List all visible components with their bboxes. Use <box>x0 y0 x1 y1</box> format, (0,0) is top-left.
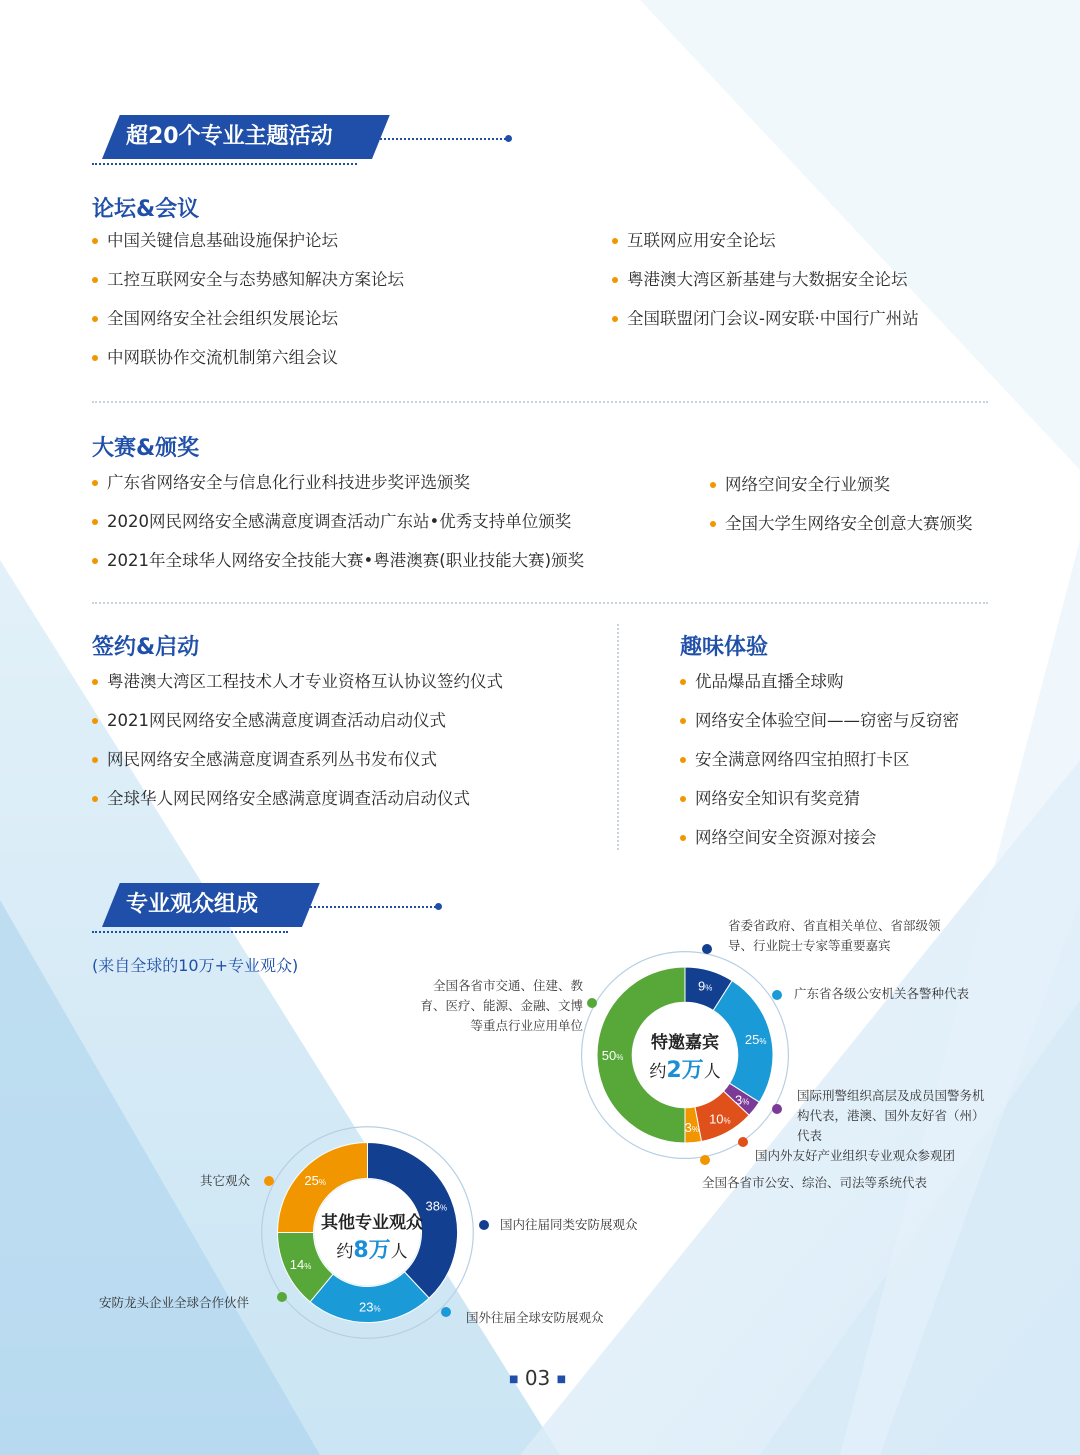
audience-banner-title: 专业观众组成 <box>126 892 259 917</box>
page-number: ■ 03 ■ <box>509 1366 567 1390</box>
bullet-icon <box>92 558 98 564</box>
awards-list-right <box>710 473 973 551</box>
other-slice-label: 25% <box>304 1173 326 1189</box>
vip-slice-label: 3% <box>735 1092 750 1108</box>
banner-tail-dot <box>505 135 512 142</box>
bullet-icon <box>92 316 98 322</box>
audience-note: (来自全球的10万+专业观众) <box>92 956 299 975</box>
bullet-icon <box>680 835 686 841</box>
list-item-text: 广东省网络安全与信息化行业科技进步奖评选颁奖 <box>107 473 470 492</box>
list-item <box>680 826 959 865</box>
legend-dot <box>441 1307 451 1317</box>
vip-center-suffix: 人 <box>703 1062 721 1082</box>
list-item <box>680 748 959 787</box>
vip-label-1: 省委省政府、省直相关单位、省部级领导、行业院士专家等重要嘉宾 <box>728 918 941 953</box>
audience-banner <box>102 883 402 927</box>
vip-slice-label: 10% <box>709 1111 731 1127</box>
banner-tail-line <box>302 906 436 908</box>
vip-slice-label: 9% <box>698 978 713 994</box>
legend-dot <box>264 1176 274 1186</box>
list-item <box>92 510 584 549</box>
list-item-text: 安全满意网络四宝拍照打卡区 <box>695 750 910 769</box>
divider <box>92 401 988 403</box>
list-item-text: 全球华人网民网络安全感满意度调查活动启动仪式 <box>107 789 470 808</box>
banner-tail-line <box>372 138 506 140</box>
list-item-text: 网络空间安全行业颁奖 <box>725 475 890 494</box>
other-label-4: 其它观众 <box>200 1173 251 1188</box>
vip-center-number: 2万 <box>666 1058 704 1083</box>
bullet-icon <box>680 718 686 724</box>
list-item <box>92 787 503 826</box>
list-item-text: 网络安全知识有奖竞猜 <box>695 789 860 808</box>
vip-center-title: 特邀嘉宾 <box>651 1033 719 1053</box>
legend-dot <box>587 998 597 1008</box>
bullet-icon <box>612 277 618 283</box>
list-item-text: 全国网络安全社会组织发展论坛 <box>107 309 338 328</box>
list-item-text: 中网联协作交流机制第六组会议 <box>107 348 338 367</box>
list-item-text: 互联网应用安全论坛 <box>627 231 776 250</box>
list-item <box>612 268 919 307</box>
other-label-2: 国外往届全球安防展观众 <box>466 1310 604 1325</box>
bullet-icon <box>680 679 686 685</box>
bullet-icon <box>680 796 686 802</box>
list-item-text: 优品爆品直播全球购 <box>695 672 844 691</box>
list-item <box>680 709 959 748</box>
bullet-icon <box>680 757 686 763</box>
list-item <box>612 307 919 346</box>
fun-heading: 趣味体验 <box>680 635 769 660</box>
list-item-text: 全国联盟闭门会议-网安联·中国行广州站 <box>627 309 919 328</box>
forum-list-left <box>92 229 404 385</box>
other-center-number: 8万 <box>353 1238 391 1263</box>
list-item-text: 工控互联网安全与态势感知解决方案论坛 <box>107 270 404 289</box>
list-item <box>92 346 404 385</box>
divider <box>92 602 988 604</box>
list-item-text: 网络安全体验空间——窃密与反窃密 <box>695 711 959 730</box>
vip-slice-label: 25% <box>744 1032 767 1048</box>
bullet-icon <box>92 238 98 244</box>
vip-label-6: 全国各省市交通、住建、教育、医疗、能源、金融、文博等重点行业应用单位 <box>420 978 583 1033</box>
bullet-icon <box>92 519 98 525</box>
list-item <box>680 787 959 826</box>
vertical-divider <box>617 624 619 850</box>
list-item-text: 粤港澳大湾区新基建与大数据安全论坛 <box>627 270 908 289</box>
vip-label-2: 广东省各级公安机关各警种代表 <box>794 986 970 1001</box>
bullet-icon <box>612 316 618 322</box>
bullet-icon <box>92 796 98 802</box>
other-slice-label: 14% <box>289 1257 312 1273</box>
forum-heading: 论坛&会议 <box>92 197 200 222</box>
list-item <box>92 307 404 346</box>
list-item-text: 全国大学生网络安全创意大赛颁奖 <box>725 514 973 533</box>
list-item <box>710 512 973 551</box>
list-item-text: 2020网民网络安全感满意度调查活动广东站•优秀支持单位颁奖 <box>107 512 572 531</box>
awards-list-left <box>92 471 584 588</box>
bullet-icon <box>710 482 716 488</box>
list-item <box>612 229 919 268</box>
activities-banner-title: 超20个专业主题活动 <box>126 124 333 149</box>
vip-slice-label: 3% <box>684 1120 699 1136</box>
vip-label-3: 国际刑警组织高层及成员国警务机构代表，港澳、国外友好省（州）代表 <box>797 1088 985 1143</box>
list-item <box>92 549 584 588</box>
legend-dot <box>702 944 712 954</box>
bullet-icon <box>92 480 98 486</box>
legend-dot <box>277 1292 287 1302</box>
legend-dot <box>772 1104 782 1114</box>
page-number-value: 03 <box>524 1366 551 1390</box>
list-item <box>710 473 973 512</box>
list-item-text: 网民网络安全感满意度调查系列丛书发布仪式 <box>107 750 437 769</box>
vip-label-4: 国内外友好产业组织专业观众参观团 <box>755 1148 956 1163</box>
vip-label-5: 全国各省市公安、综治、司法等系统代表 <box>702 1175 928 1190</box>
banner-tail-dot <box>435 903 442 910</box>
fun-list <box>680 670 959 865</box>
list-item-text: 中国关键信息基础设施保护论坛 <box>107 231 338 250</box>
legend-dot <box>479 1220 489 1230</box>
legend-dot <box>772 990 782 1000</box>
legend-dot <box>738 1137 748 1147</box>
vip-center <box>630 1028 740 1084</box>
awards-heading: 大赛&颁奖 <box>92 436 200 461</box>
list-item-text: 2021网民网络安全感满意度调查活动启动仪式 <box>107 711 446 730</box>
list-item-text: 粤港澳大湾区工程技术人才专业资格互认协议签约仪式 <box>107 672 503 691</box>
bullet-icon <box>92 757 98 763</box>
forum-list-right <box>612 229 919 346</box>
list-item <box>680 670 959 709</box>
other-slice-label: 38% <box>425 1198 448 1214</box>
list-item <box>92 471 584 510</box>
bullet-icon <box>92 355 98 361</box>
list-item-text: 2021年全球华人网络安全技能大赛•粤港澳赛(职业技能大赛)颁奖 <box>107 551 585 570</box>
other-label-1: 国内往届同类安防展观众 <box>500 1217 638 1232</box>
bullet-icon <box>92 718 98 724</box>
activities-banner <box>102 115 522 159</box>
list-item <box>92 229 404 268</box>
list-item-text: 网络空间安全资源对接会 <box>695 828 877 847</box>
banner-underline <box>92 163 357 165</box>
other-center-prefix: 约 <box>336 1242 354 1262</box>
list-item <box>92 709 503 748</box>
signing-list <box>92 670 503 826</box>
vip-slice-label: 50% <box>601 1048 624 1063</box>
list-item <box>92 268 404 307</box>
list-item <box>92 748 503 787</box>
list-item <box>92 670 503 709</box>
other-label-3: 安防龙头企业全球合作伙伴 <box>99 1295 250 1310</box>
bullet-icon <box>710 521 716 527</box>
other-slice-label: 23% <box>359 1299 381 1315</box>
bullet-icon <box>92 679 98 685</box>
banner-underline <box>92 931 288 933</box>
other-center-suffix: 人 <box>390 1242 408 1262</box>
bullet-icon <box>92 277 98 283</box>
vip-center-prefix: 约 <box>649 1062 667 1082</box>
signing-heading: 签约&启动 <box>92 635 200 660</box>
other-center-title: 其他专业观众 <box>321 1213 423 1233</box>
legend-dot <box>700 1155 710 1165</box>
other-center <box>302 1208 442 1264</box>
bullet-icon <box>612 238 618 244</box>
